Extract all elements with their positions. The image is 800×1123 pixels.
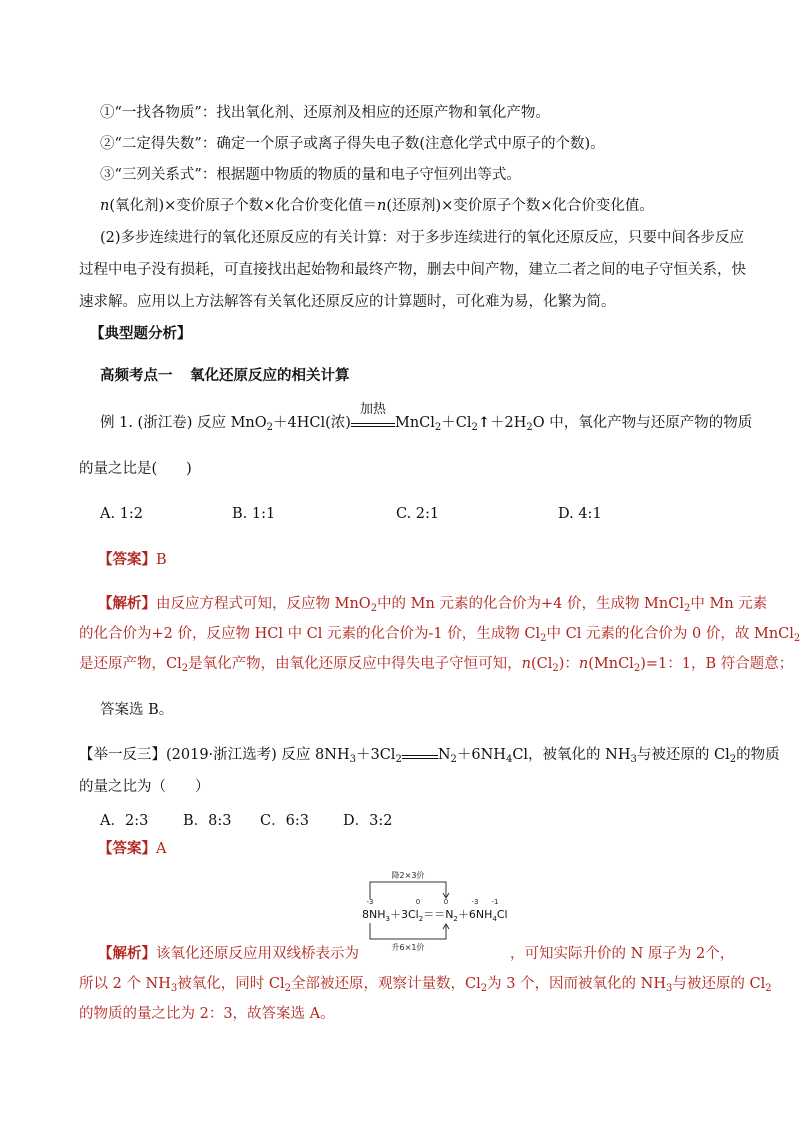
valence-cl-left: 0: [415, 898, 421, 906]
paragraph-line: (2)多步连续进行的氧化还原反应的有关计算：对于多步连续进行的氧化还原反应，只要中间各步反应: [100, 230, 745, 246]
analysis-line-3: 的物质的量之比为 2：3，故答案选 A。: [79, 1006, 335, 1022]
text: 的物质: [736, 747, 780, 763]
option-b: B. 1:1: [232, 506, 276, 522]
paragraph-line: 速求解。应用以上方法解答有关氧化还原反应的计算题时，可化难为易，化繁为简。: [79, 294, 616, 310]
analysis-line-3: [79, 654, 793, 679]
eq-sub: 2: [418, 915, 424, 923]
text: 由反应方程式可知，反应物 MnO: [156, 596, 371, 612]
amount-symbol: n: [100, 198, 110, 214]
subscript: 2: [471, 422, 478, 433]
subscript: 2: [729, 754, 737, 765]
text: ＋6NH: [456, 747, 506, 763]
text: 该氧化还原反应用双线桥表示为: [156, 946, 359, 962]
subscript: 2: [793, 633, 800, 644]
eq-text: ＋6NH: [457, 908, 493, 921]
answer-label: 【答案】: [98, 551, 156, 568]
text: N: [437, 747, 451, 763]
subscript: 2: [266, 422, 274, 433]
subscript: 2: [765, 983, 772, 994]
valence-n-ammonium: -3: [471, 898, 479, 906]
valence-n-right: 0: [443, 898, 449, 906]
analysis-line-2: [79, 624, 800, 649]
text: ，可知实际升价的 N 原子为 2个，: [510, 946, 735, 962]
subscript: 3: [349, 754, 356, 765]
eq-sub: 4: [492, 915, 497, 923]
option-d: D. 4:1: [558, 506, 602, 522]
subscript: 3: [665, 983, 673, 994]
text: Cl，被氧化的 NH: [512, 747, 631, 763]
analysis-label: 【解析】: [98, 945, 156, 962]
text: 被氧化，同时 Cl: [177, 976, 285, 992]
text: 是氧化产物，由氧化还原反应中得失电子守恒可知，: [188, 656, 522, 672]
analysis-label: 【解析】: [98, 595, 156, 612]
option-a: A. 1:2: [100, 506, 144, 522]
text: 中 Mn 元素: [690, 596, 768, 612]
electron-conservation-formula: [100, 196, 654, 216]
practice-label: 【举一反三】: [79, 747, 166, 763]
subscript: 2: [434, 422, 442, 433]
text: 的化合价为+2 价，反应物 HCl 中 Cl 元素的化合价为-1 价，生成物 Cl: [79, 626, 541, 642]
paragraph-line: 过程中电子没有损耗，可直接找出起始物和最终产物，删去中间产物，建立二者之间的电子守恒关系，快: [79, 262, 746, 278]
section-heading: 【典型题分析】: [90, 325, 192, 342]
text: 全部被还原，观察计量数，Cl: [290, 976, 481, 992]
option-d: D．3:2: [343, 813, 393, 829]
step-one: ①“一找各物质”：找出氧化剂、还原剂及相应的还原产物和氧化产物。: [100, 105, 550, 121]
example-1-question-line2: 的量之比是( ): [79, 461, 192, 477]
text: )：: [558, 656, 579, 672]
oxidation-label: 升6×1价: [391, 943, 425, 952]
condition-label: 加热: [359, 402, 386, 417]
text: (2019·浙江选考) 反应 8NH: [166, 747, 350, 763]
option-c: C. 2:1: [396, 506, 440, 522]
option-b: B．8:3: [183, 813, 232, 829]
diagram-equation: [362, 908, 508, 923]
text: (Cl: [530, 656, 553, 672]
valence-cl-right: -1: [491, 898, 499, 906]
amount-symbol: n: [578, 656, 589, 672]
text: O 中，氧化产物与还原产物的物质: [532, 415, 753, 431]
amount-symbol: n: [521, 656, 531, 672]
example-2-question: [79, 745, 780, 770]
subscript: 2: [181, 663, 189, 674]
subscript: 3: [170, 983, 178, 994]
step-three: ③“三列关系式”：根据题中物质的物质的量和电子守恒列出等式。: [100, 167, 521, 183]
text: 中的 Mn 元素的化合价为+4 价，生成物 MnCl: [377, 596, 684, 612]
text: 例 1. (浙江卷) 反应 MnO: [100, 415, 267, 431]
topic-title: 氧化还原反应的相关计算: [190, 367, 350, 384]
subscript: 2: [450, 754, 457, 765]
subscript: 2: [540, 633, 547, 644]
text: ＋2H: [490, 415, 527, 431]
subscript: 2: [526, 422, 533, 433]
topic-label: 高频考点一: [100, 367, 173, 384]
analysis-line-1: [98, 944, 359, 964]
example-2-question-line2: 的量之比为（ ）: [79, 779, 210, 795]
step-two: ②“二定得失数”：确定一个原子或离子得失电子数(注意化学式中原子的个数)。: [100, 136, 605, 152]
subscript: 2: [633, 663, 641, 674]
text: ＋4HCl(浓): [273, 415, 351, 431]
gas-arrow: ↑: [477, 414, 491, 431]
formula-part: (氧化剂)×变价原子个数×化合价变化值＝: [109, 198, 377, 214]
eq-text: 8NH: [362, 908, 386, 921]
text: 为 3 个，因而被氧化的 NH: [487, 976, 666, 992]
text: 与被还原的 Cl: [636, 747, 730, 763]
text: 与被还原的 Cl: [672, 976, 766, 992]
answer-label: 【答案】: [98, 840, 156, 857]
formula-part: (还原剂)×变价原子个数×化合价变化值。: [386, 198, 654, 214]
eq-text: Cl: [496, 908, 508, 921]
subscript: 2: [395, 754, 402, 765]
text: MnCl: [394, 415, 435, 431]
reduction-label: 降2×3价: [391, 871, 425, 880]
answer-line: [98, 839, 166, 859]
analysis-line-1-tail: [510, 944, 734, 964]
eq-text: N: [445, 908, 454, 921]
eq-text: ＋3Cl: [389, 908, 419, 921]
subscript: 2: [683, 603, 691, 614]
amount-symbol: n: [376, 198, 387, 214]
eq-sub: 3: [385, 915, 390, 923]
answer-line: [98, 550, 167, 570]
analysis-line-1: [98, 594, 767, 619]
option-c: C．6:3: [260, 813, 309, 829]
text: (MnCl: [588, 656, 634, 672]
text: )=1：1，B 符合题意；: [640, 656, 794, 672]
equals-sign: [402, 745, 438, 759]
text: 中 Cl 元素的化合价为 0 价，故 MnCl: [546, 626, 794, 642]
subscript: 2: [284, 983, 291, 994]
answer-value: B: [156, 552, 167, 568]
subscript: 2: [370, 603, 378, 614]
text: ＋Cl: [441, 415, 472, 431]
option-a: A．2:3: [100, 813, 149, 829]
eq-sub: 2: [453, 915, 458, 923]
subscript: 4: [505, 754, 513, 765]
double-line-bridge-diagram: [350, 867, 510, 953]
example-1-question: [100, 402, 753, 438]
subscript: 3: [630, 754, 637, 765]
eq-sign: ＝＝: [423, 908, 446, 921]
text: 是还原产物，Cl: [79, 656, 182, 672]
text: ＋3Cl: [355, 747, 396, 763]
subscript: 2: [480, 983, 488, 994]
valence-n-left: -3: [366, 898, 374, 906]
analysis-line-4: 答案选 B。: [100, 702, 174, 718]
text: 所以 2 个 NH: [79, 976, 171, 992]
heating-condition-sign: [351, 402, 395, 427]
subscript: 2: [552, 663, 559, 674]
answer-value: A: [156, 841, 167, 857]
analysis-line-2: [79, 974, 772, 999]
